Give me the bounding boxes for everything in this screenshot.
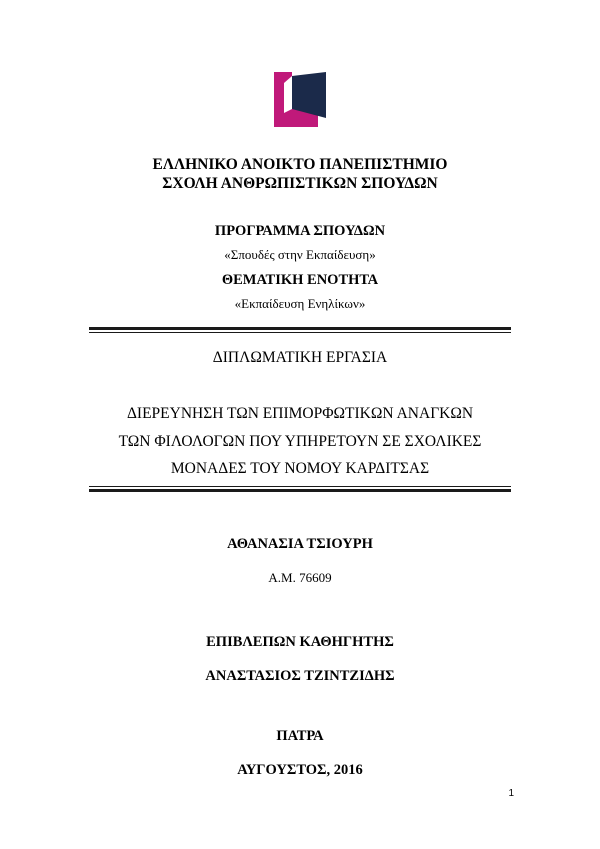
top-divider <box>89 327 511 330</box>
top-divider-thin <box>89 332 511 333</box>
unit-label: ΘΕΜΑΤΙΚΗ ΕΝΟΤΗΤΑ <box>221 272 379 288</box>
program-label: ΠΡΟΓΡΑΜΜΑ ΣΠΟΥΔΩΝ <box>214 223 386 239</box>
date: ΑΥΓΟΥΣΤΟΣ, 2016 <box>237 762 363 778</box>
thesis-type: ΔΙΠΛΩΜΑΤΙΚΗ ΕΡΓΑΣΙΑ <box>212 349 388 366</box>
bottom-divider-thin <box>89 486 511 487</box>
thesis-title-line: ΜΟΝΑΔΕΣ ΤΟΥ ΝΟΜΟΥ ΚΑΡΔΙΤΣΑΣ <box>170 460 430 477</box>
program-name: «Σπουδές στην Εκπαίδευση» <box>224 247 376 262</box>
thesis-title-line: ΔΙΕΡΕΥΝΗΣΗ ΤΩΝ ΕΠΙΜΟΡΦΩΤΙΚΩΝ ΑΝΑΓΚΩΝ <box>126 405 474 422</box>
thesis-title-line: ΤΩΝ ΦΙΛΟΛΟΓΩΝ ΠΟΥ ΥΠΗΡΕΤΟΥΝ ΣΕ ΣΧΟΛΙΚΕΣ <box>118 433 482 450</box>
city: ΠΑΤΡΑ <box>276 728 324 744</box>
university-name: ΕΛΛΗΝΙΚΟ ΑΝΟΙΚΤΟ ΠΑΝΕΠΙΣΤΗΜΙΟ <box>152 156 448 173</box>
supervisor-name: ΑΝΑΣΤΑΣΙΟΣ ΤΖΙΝΤΖΙΔΗΣ <box>205 668 395 684</box>
page-number: 1 <box>508 788 514 799</box>
school-name: ΣΧΟΛΗ ΑΝΘΡΩΠΙΣΤΙΚΩΝ ΣΠΟΥΔΩΝ <box>162 175 438 192</box>
author-id: Α.Μ. 76609 <box>268 570 332 585</box>
bottom-divider <box>89 489 511 492</box>
supervisor-label: ΕΠΙΒΛΕΠΩΝ ΚΑΘΗΓΗΤΗΣ <box>206 634 394 650</box>
university-logo-icon <box>274 72 326 127</box>
unit-name: «Εκπαίδευση Ενηλίκων» <box>234 296 366 311</box>
author-name: ΑΘΑΝΑΣΙΑ ΤΣΙΟΥΡΗ <box>227 536 373 552</box>
